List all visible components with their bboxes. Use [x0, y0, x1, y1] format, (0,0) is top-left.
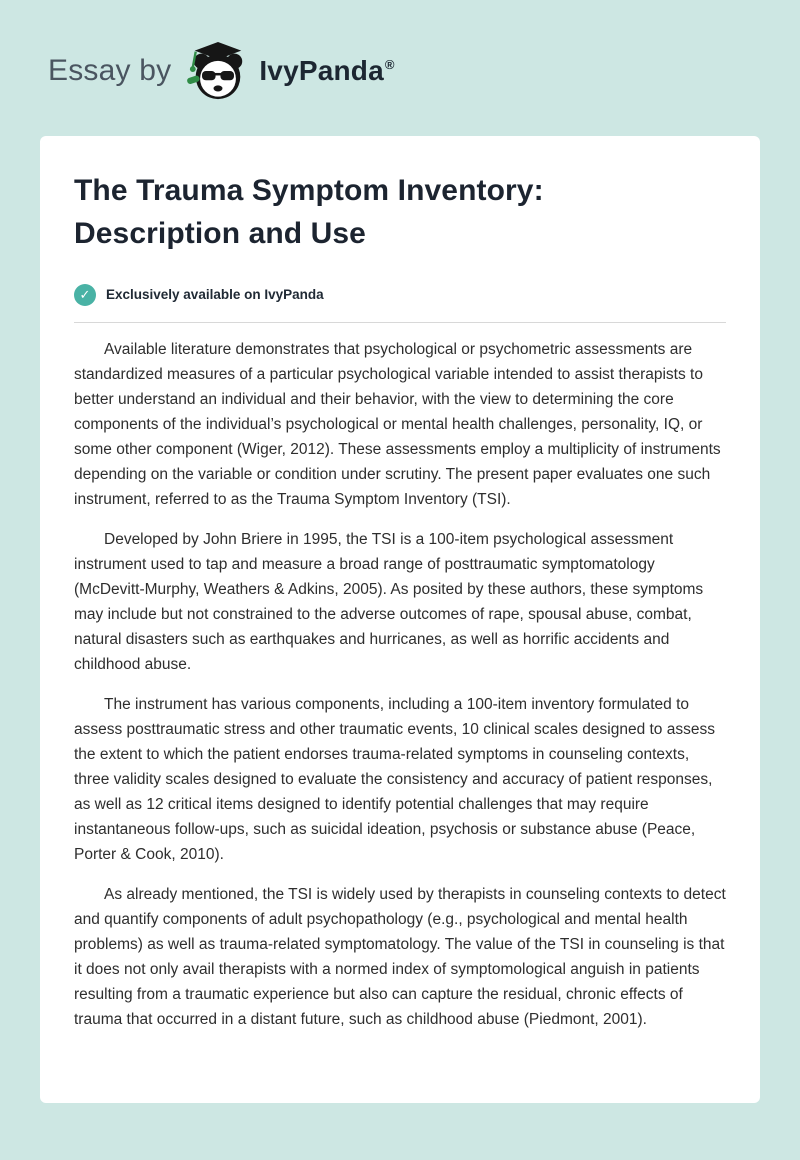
content-divider [74, 322, 726, 323]
availability-badge-label: Exclusively available on IvyPanda [106, 287, 324, 303]
check-icon: ✓ [74, 284, 96, 306]
essay-paragraph-3: The instrument has various components, including a 100-item inventory formulated to assess posttraumatic stress and other traumatic events, 10 clinical scales designed to assess the extent to which the patient endorses trauma-related symptoms in counseling contexts, three validity scales designed to evaluate the consistency and accuracy of patient responses, as well as 12 critical items designed to identify potential challenges that may require instantaneous follow-ups, such as suicidal ideation, psychosis or substance abuse (Peace, Porter & Cook, 2010). [74, 695, 715, 863]
essay-paragraph-2: Developed by John Briere in 1995, the TSI is a 100-item psychological assessment instrument used to tap and measure a broad range of posttraumatic symptomatology (McDevitt-Murphy, Weathers & Adkins, 2005). As posited by these authors, these symptoms may include but not constrained to the adverse outcomes of rape, spousal abuse, combat, natural disasters such as earthquakes and hurricanes, as well as horrific accidents and childhood abuse. [74, 530, 704, 673]
essay-paragraph-1: Available literature demonstrates that psychological or psychometric assessments are standardized measures of a particular psychological variable intended to assist therapists to better understand an individual and their behavior, with the view to determining the core components of the individual’s psychological or mental health challenges, personality, IQ, or some other component (Wiger, 2012). These assessments employ a multiplicity of instruments depending on the variable or condition under scrutiny. The present paper evaluates one such instrument, referred to as the Trauma Symptom Inventory (TSI). [74, 340, 721, 508]
essay-by-label: Essay by [48, 54, 172, 87]
brand-name: IvyPanda [259, 55, 384, 86]
registered-mark: ® [384, 57, 395, 72]
page-title: The Trauma Symptom Inventory: Description and Use [74, 174, 544, 250]
essay-paragraph-4: As already mentioned, the TSI is widely used by therapists in counseling contexts to detect and quantify components of adult psychopathology (e.g., psychological and mental health problems) as well as trauma-related symptomatology. The value of the TSI in counseling is that it does not only avail therapists with a normed index of symptomological anguish in patients resulting from a traumatic experience but also can capture the residual, chronic effects of trauma that occurred in a distant future, such as childhood abuse (Piedmont, 2001). [74, 885, 726, 1028]
page-header [0, 0, 800, 108]
article-card [40, 136, 760, 1103]
essay-body [74, 337, 726, 1032]
availability-badge [74, 284, 726, 306]
panda-logo-icon [187, 40, 249, 102]
header-brand [259, 55, 394, 87]
